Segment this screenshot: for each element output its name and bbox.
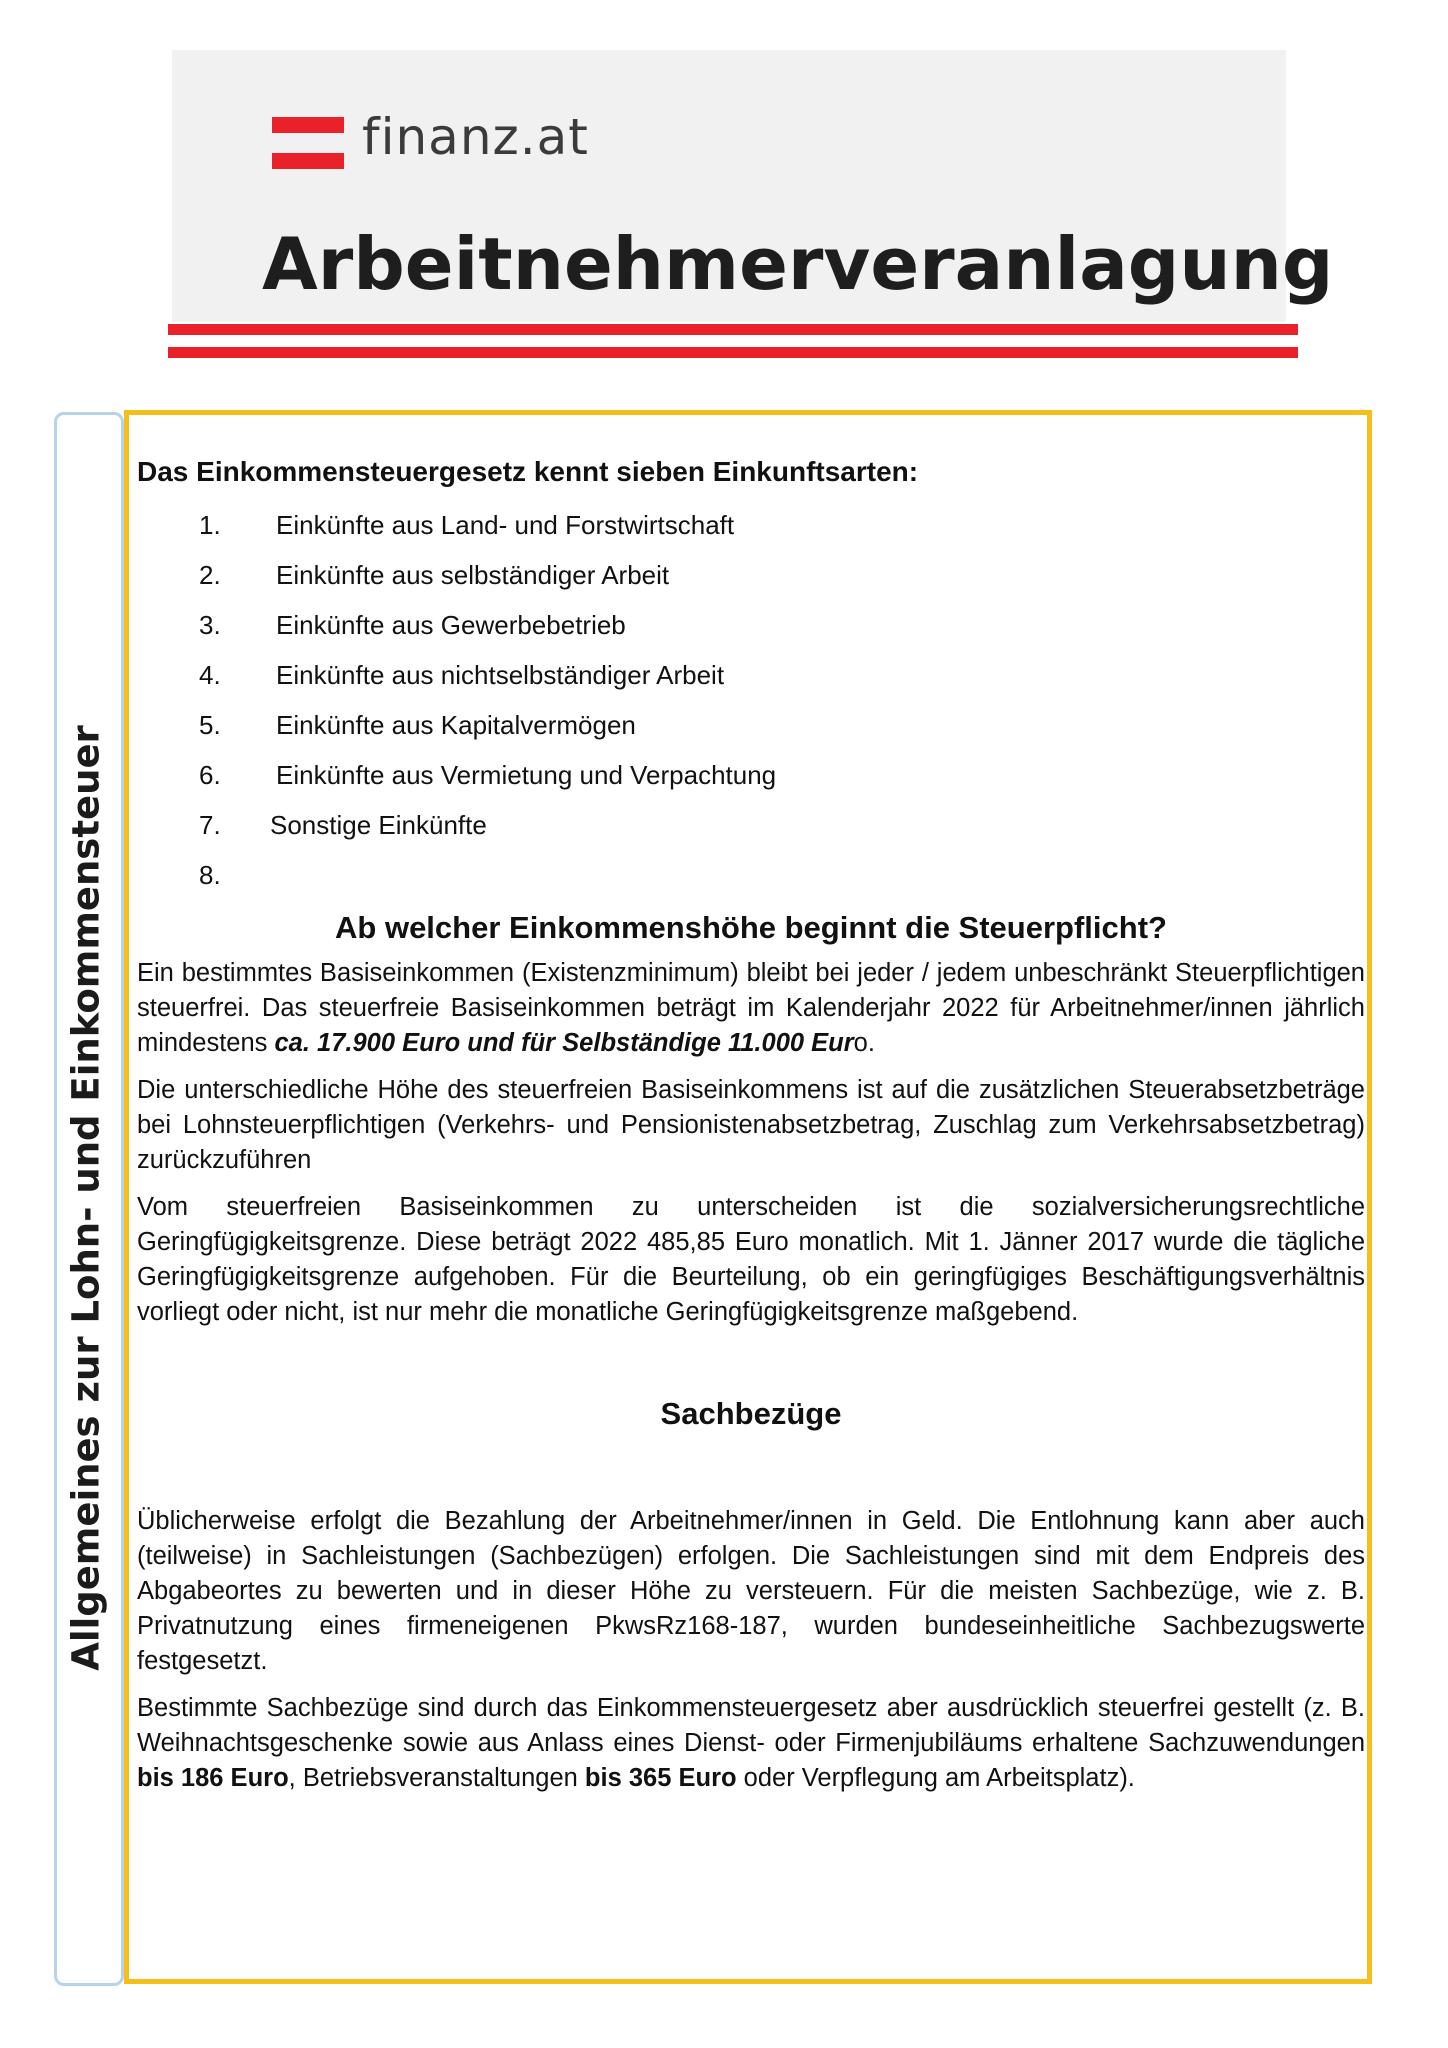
list-item: 4. Einkünfte aus nichtselbständiger Arbeit	[199, 660, 725, 690]
side-label: Allgemeines zur Lohn- und Einkommensteuer	[64, 725, 108, 1671]
paragraph-benefits-in-kind: Üblicherweise erfolgt die Bezahlung der Arbeitnehmer/innen in Geld. Die Entlohnung kann aber auch (teilweise) in Sachleistungen (Sachbezügen) erfolgen. Die Sachleistungen sind mit dem Endpreis des Abgabeortes zu bewerten und in dieser Höhe zu versteuern. Für die meisten Sachbezüge, wie z. B. Privatnutzung eines firmeneigenen PkwsRz168-187, wurden bundeseinheitliche Sachbezugswerte festgesetzt.	[137, 1507, 1365, 1675]
list-item: 2. Einkünfte aus selbständiger Arbeit	[199, 560, 670, 590]
divider-line	[168, 324, 1298, 335]
page-title: Arbeitnehmerveranlagung	[262, 222, 1334, 306]
list-item: 5. Einkünfte aus Kapitalvermögen	[199, 710, 636, 740]
income-types-list	[137, 500, 1365, 900]
list-item: 7. Sonstige Einkünfte	[199, 810, 487, 840]
paragraph-basic-income: Ein bestimmtes Basiseinkommen (Existenzminimum) bleibt bei jeder / jedem unbeschränkt Steuerpflichtigen steuerfrei. Das steuerfreie Basiseinkommen beträgt im Kalenderjahr 2022 für Arbeitnehmer/innen jährlich mindestens ca. 17.900 Euro und für Selbständige 11.000 Euro.	[137, 959, 1365, 1057]
list-item: 8.	[199, 860, 221, 890]
section-heading-tax-liability: Ab welcher Einkommenshöhe beginnt die Steuerpflicht?	[335, 910, 1167, 945]
divider-line	[168, 347, 1298, 358]
intro-heading: Das Einkommensteuergesetz kennt sieben Einkunftsarten:	[137, 456, 919, 487]
section-heading-benefits: Sachbezüge	[660, 1396, 842, 1431]
logo-text: finanz.at	[362, 108, 589, 166]
content-body	[137, 456, 1365, 1808]
paragraph-marginal-limit: Vom steuerfreien Basiseinkommen zu unterscheiden ist die sozialversicherungsrechtliche Geringfügigkeitsgrenze. Diese beträgt 2022 485,85 Euro monatlich. Mit 1. Jänner 2017 wurde die tägliche Geringfügigkeitsgrenze aufgehoben. Für die Beurteilung, ob ein geringfügiges Beschäftigungsverhältnis vorliegt oder nicht, ist nur mehr die monatliche Geringfügigkeitsgrenze maßgebend.	[137, 1193, 1365, 1326]
list-item: 6. Einkünfte aus Vermietung und Verpachtung	[199, 760, 777, 790]
paragraph-deductions: Die unterschiedliche Höhe des steuerfreien Basiseinkommens ist auf die zusätzlichen Steuerabsetzbeträge bei Lohnsteuerpflichtigen (Verkehrs- und Pensionistenabsetzbetrag, Zuschlag zum Verkehrsabsetzbetrag) zurückzuführen	[137, 1076, 1365, 1174]
list-item: 1. Einkünfte aus Land- und Forstwirtschaft	[199, 510, 735, 540]
austria-flag-icon	[272, 117, 344, 169]
list-item: 3. Einkünfte aus Gewerbebetrieb	[199, 610, 626, 640]
paragraph-tax-free-benefits: Bestimmte Sachbezüge sind durch das Einkommensteuergesetz aber ausdrücklich steuerfrei gestellt (z. B. Weihnachtsgeschenke sowie aus Anlass eines Dienst- oder Firmenjubiläums erhaltene Sachzuwendungen bis 186 Euro, Betriebsveranstaltungen bis 365 Euro oder Verpflegung am Arbeitsplatz).	[137, 1694, 1365, 1792]
